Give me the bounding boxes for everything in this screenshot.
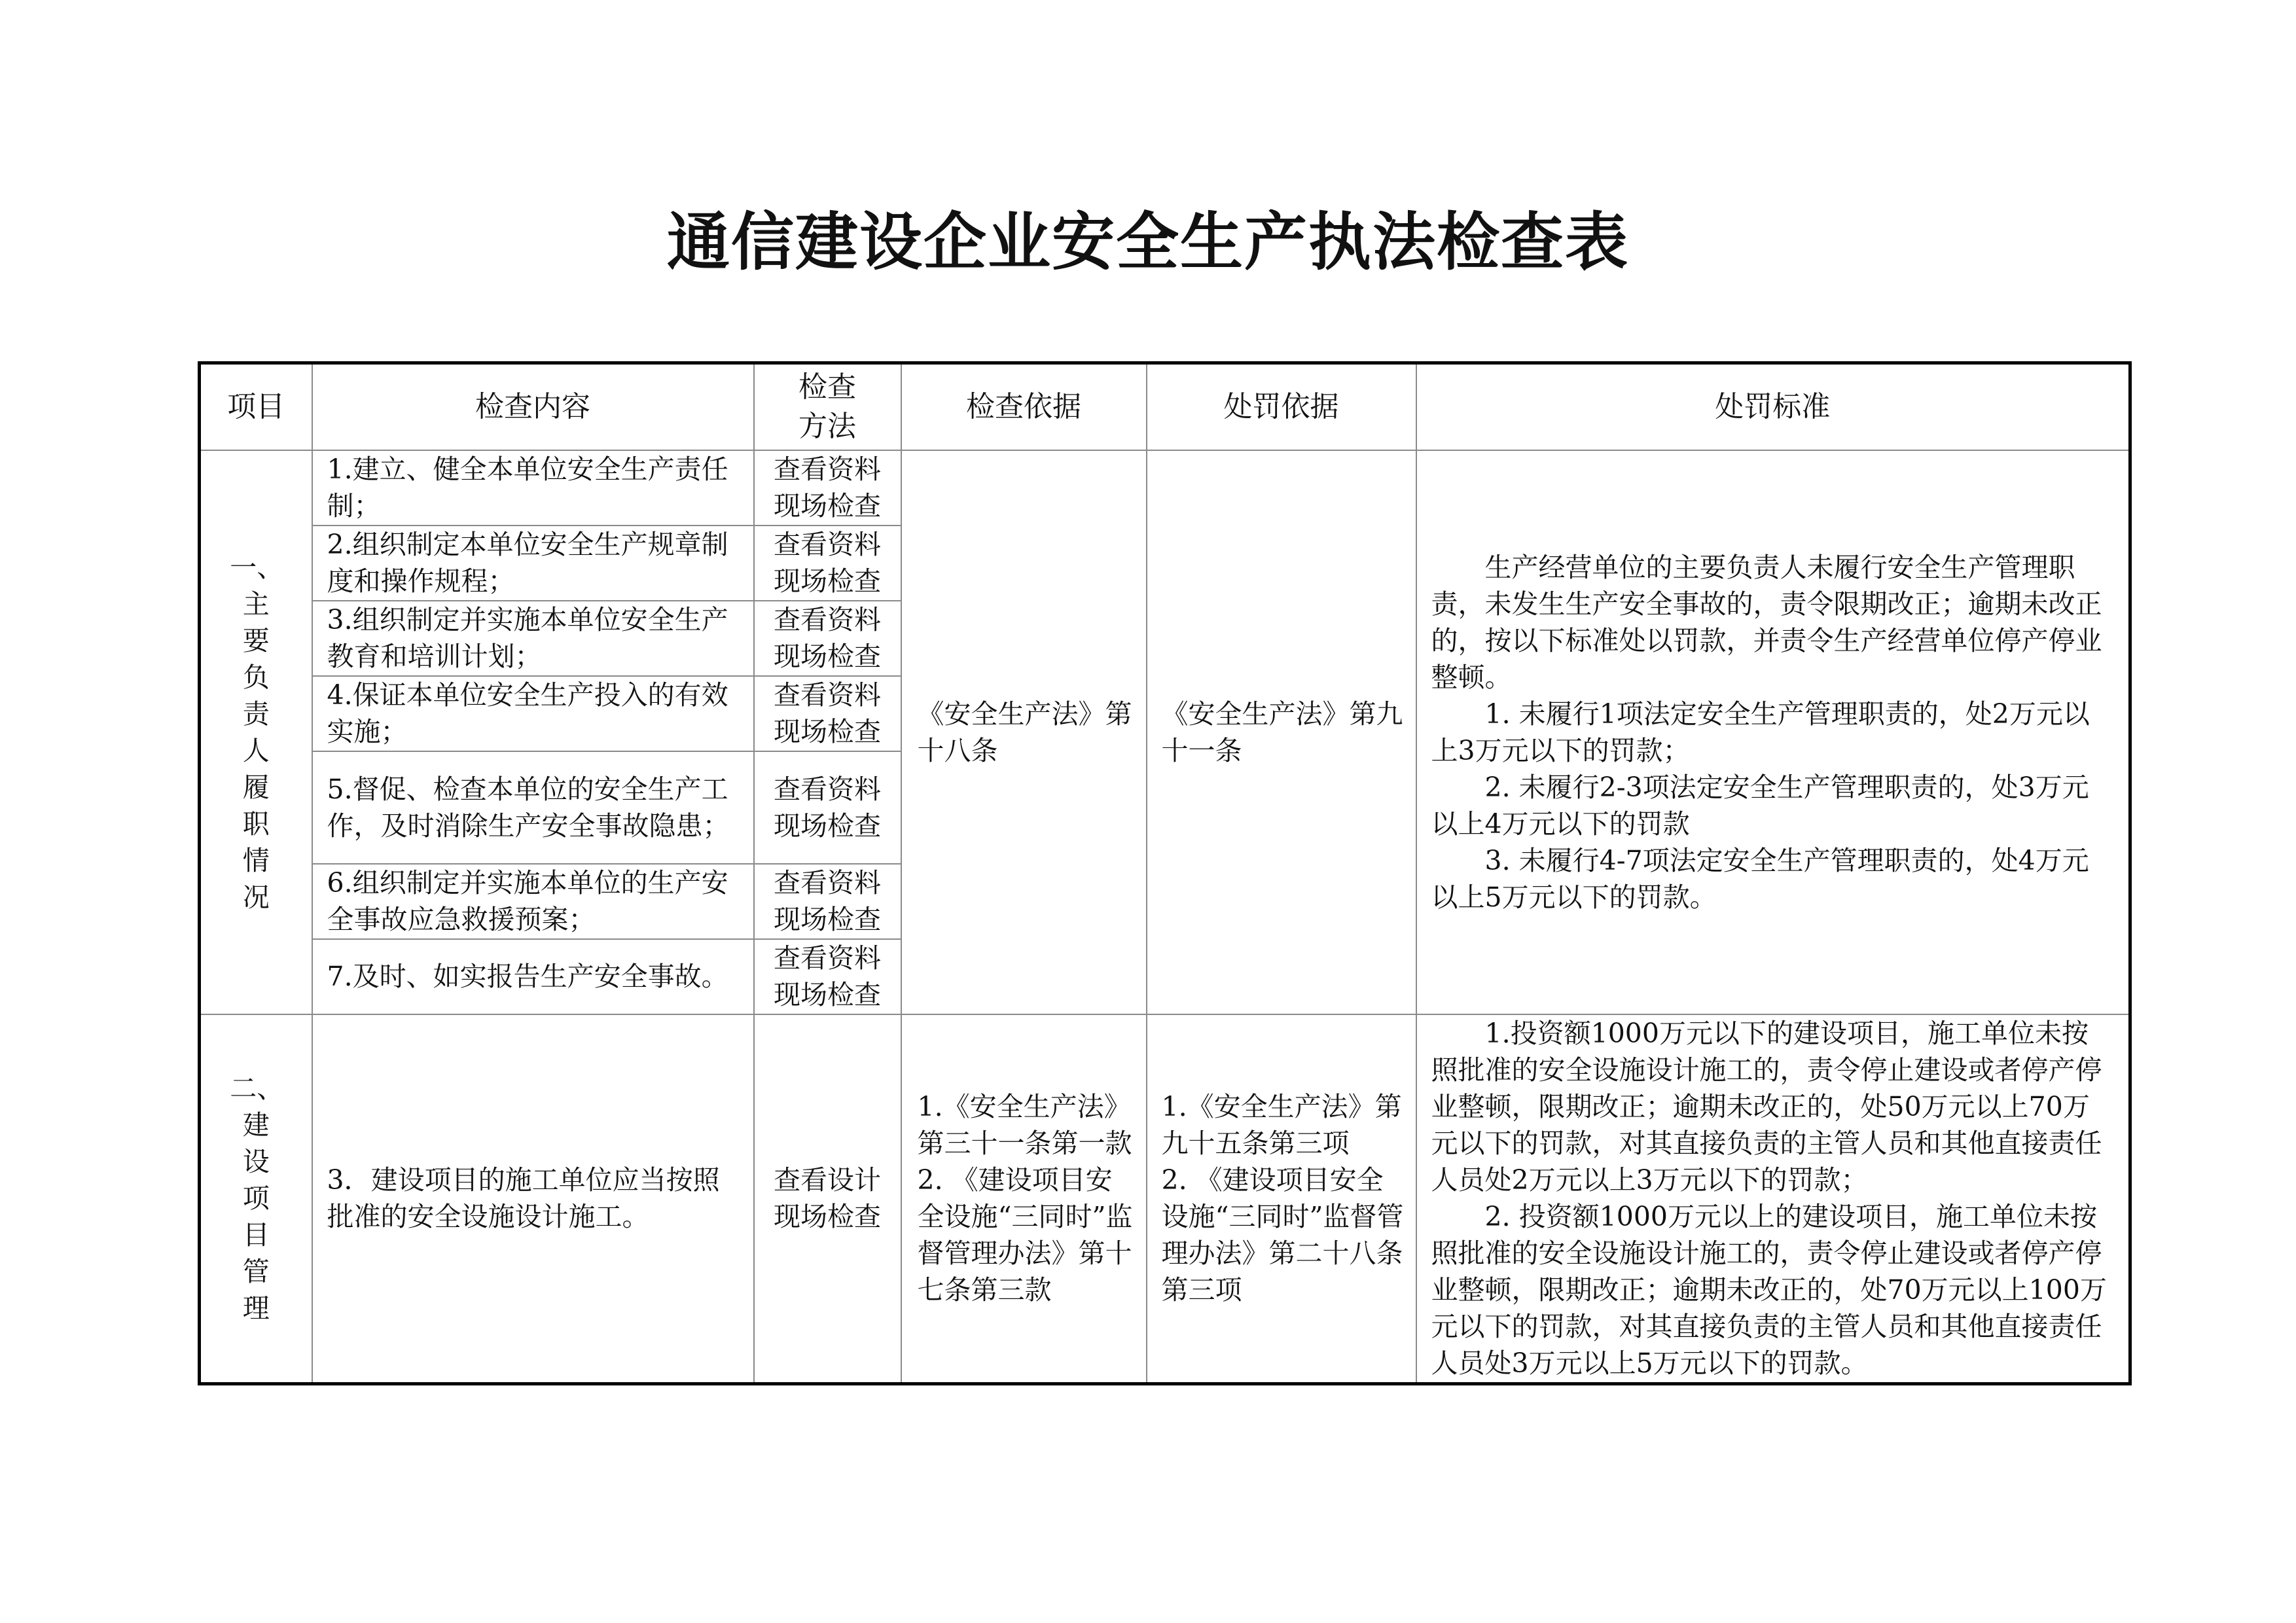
page-title: 通信建设企业安全生产执法检查表	[667, 205, 1629, 279]
section1-penalty-basis: 《安全生产法》第九十一条	[1147, 450, 1416, 1014]
section1-method-7: 查看资料 现场检查	[754, 939, 901, 1014]
section2-penalty-basis	[1147, 1014, 1416, 1384]
section2-penalty-basis-2: 2. 《建设项目安全设施“三同时”监督管理办法》第二十八条第三项	[1161, 1164, 1404, 1306]
section2-item	[200, 1014, 312, 1384]
section1-content-6: 6.组织制定并实施本单位的生产安全事故应急救援预案；	[312, 864, 754, 939]
section1-method-3: 查看资料 现场检查	[754, 601, 901, 676]
section2-item-label: 二、 建设 项目 管理	[230, 1073, 284, 1325]
inspection-table	[198, 361, 2132, 1385]
section2-standard-item-2: 2. 投资额1000万元以上的建设项目，施工单位未按照批准的安全设施设计施工的，责令停止建设或者停产停业整顿，限期改正；逾期未改正的，处70万元以上100万元以下的罚款，对其直接负责的主管人员和其他直接责任人员处3万元以上5万元以下的罚款。	[1431, 1201, 2107, 1380]
section2-basis-1: 1.《安全生产法》第三十一条第一款	[917, 1091, 1132, 1160]
section2-standard-item-1: 1.投资额1000万元以下的建设项目，施工单位未按照批准的安全设施设计施工的，责令停止建设或者停产停业整顿，限期改正；逾期未改正的，处50万元以上70万元以下的罚款，对其直接负责的主管人员和其他直接责任人员处2万元以上3万元以下的罚款；	[1431, 1018, 2102, 1196]
header-penalty-basis: 处罚依据	[1147, 363, 1416, 450]
section1-content-2: 2.组织制定本单位安全生产规章制度和操作规程；	[312, 526, 754, 601]
header-content: 检查内容	[312, 363, 754, 450]
section2-method: 查看设计 现场检查	[754, 1014, 901, 1384]
header-method: 检查 方法	[754, 363, 901, 450]
section2-basis-2: 2. 《建设项目安全设施“三同时”监督管理办法》第十七条第三款	[917, 1164, 1133, 1306]
section1-standard-item-1: 1. 未履行1项法定安全生产管理职责的，处2万元以上3万元以下的罚款；	[1431, 698, 2090, 766]
section1-basis: 《安全生产法》第十八条	[901, 450, 1147, 1014]
header-penalty-standard: 处罚标准	[1416, 363, 2130, 450]
section1-content-7: 7.及时、如实报告生产安全事故。	[312, 939, 754, 1014]
section1-content-4: 4.保证本单位安全生产投入的有效实施；	[312, 676, 754, 751]
section1-penalty-standard	[1416, 450, 2130, 1014]
section1-standard-item-3: 3. 未履行4-7项法定安全生产管理职责的，处4万元以上5万元以下的罚款。	[1431, 844, 2089, 913]
section1-standard-intro: 生产经营单位的主要负责人未履行安全生产管理职责，未发生生产安全事故的，责令限期改正；逾期未改正的，按以下标准处以罚款，并责令生产经营单位停产停业整顿。	[1431, 551, 2102, 693]
section1-method-2: 查看资料 现场检查	[754, 526, 901, 601]
section2-penalty-standard	[1416, 1014, 2130, 1384]
section1-content-3: 3.组织制定并实施本单位安全生产教育和培训计划；	[312, 601, 754, 676]
section1-method-4: 查看资料 现场检查	[754, 676, 901, 751]
section1-content-5: 5.督促、检查本单位的安全生产工作，及时消除生产安全事故隐患；	[312, 751, 754, 864]
header-item: 项目	[200, 363, 312, 450]
section1-item-label: 一、 主要 负责 人履 职情 况	[230, 551, 284, 913]
section1-method-6: 查看资料 现场检查	[754, 864, 901, 939]
section1-method-5: 查看资料 现场检查	[754, 751, 901, 864]
section1-method-1: 查看资料 现场检查	[754, 450, 901, 526]
table-row	[200, 450, 2130, 526]
section2-content: 3．建设项目的施工单位应当按照批准的安全设施设计施工。	[312, 1014, 754, 1384]
header-row	[200, 363, 2130, 450]
section1-content-1: 1.建立、健全本单位安全生产责任制；	[312, 450, 754, 526]
header-basis: 检查依据	[901, 363, 1147, 450]
section2-basis	[901, 1014, 1147, 1384]
section1-item	[200, 450, 312, 1014]
section1-standard-item-2: 2. 未履行2-3项法定安全生产管理职责的，处3万元以上4万元以下的罚款	[1431, 771, 2089, 840]
table-row	[200, 1014, 2130, 1384]
section2-penalty-basis-1: 1.《安全生产法》第九十五条第三项	[1161, 1091, 1402, 1160]
